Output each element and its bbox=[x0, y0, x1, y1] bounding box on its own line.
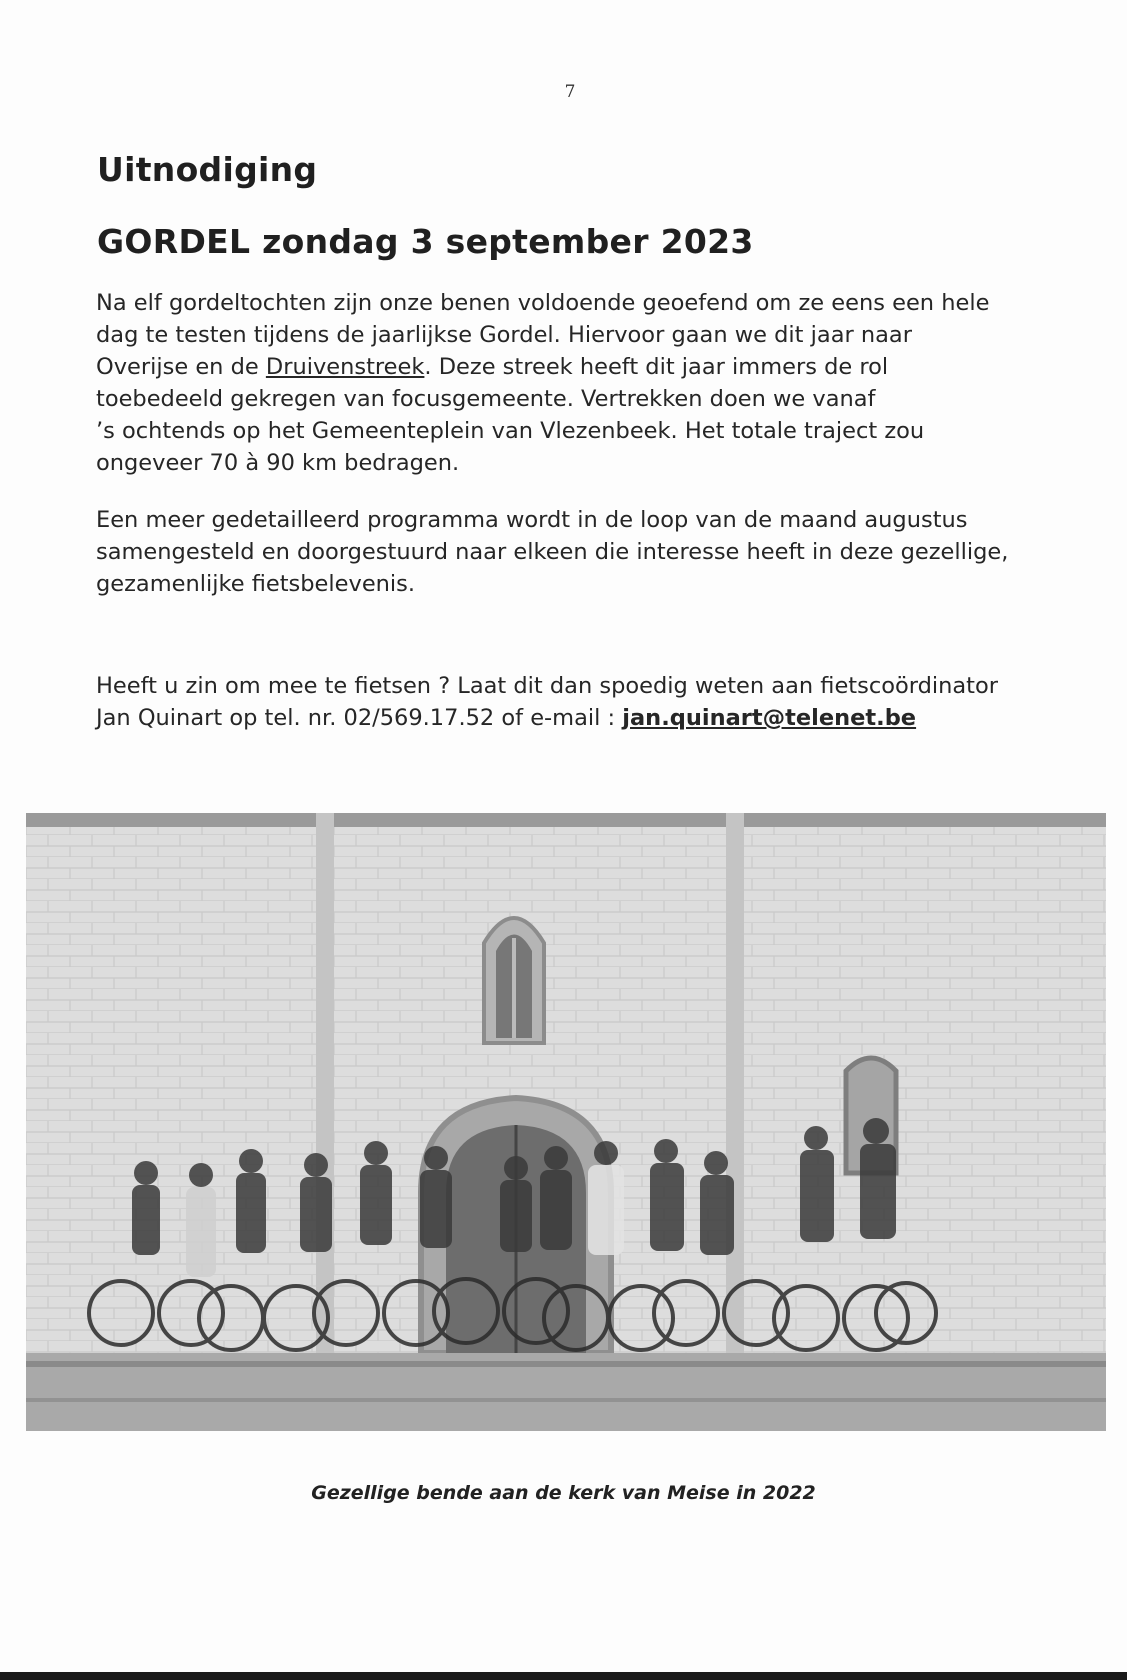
email-link[interactable]: jan.quinart@telenet.be bbox=[622, 705, 917, 731]
text-line bbox=[96, 702, 1056, 734]
text-line: ongeveer 70 à 90 km bedragen. bbox=[96, 450, 460, 476]
group-photo bbox=[26, 813, 1106, 1431]
druivenstreek-link[interactable]: Druivenstreek bbox=[265, 354, 425, 380]
event-title: GORDEL zondag 3 september 2023 bbox=[97, 222, 754, 261]
text-line: Heeft u zin om mee te fietsen ? Laat dit dan spoedig weten aan fietscoördinator bbox=[96, 673, 999, 699]
program-paragraph bbox=[96, 504, 1056, 600]
photo-caption: Gezellige bende aan de kerk van Meise in 2022 bbox=[311, 1482, 816, 1504]
page-title: Uitnodiging bbox=[97, 150, 318, 189]
scan-edge bbox=[0, 1672, 1127, 1680]
text-line: ’s ochtends op het Gemeenteplein van Vlezenbeek. Het totale traject zou bbox=[96, 418, 925, 444]
church-cyclists-illustration bbox=[26, 813, 1106, 1431]
text-line: samengesteld en doorgestuurd naar elkeen die interesse heeft in deze gezellige, bbox=[96, 539, 1009, 565]
text-line: gezamenlijke fietsbelevenis. bbox=[96, 571, 416, 597]
text-line: Na elf gordeltochten zijn onze benen voldoende geoefend om ze eens een hele bbox=[96, 290, 990, 316]
text-line bbox=[96, 351, 1056, 383]
intro-paragraph bbox=[96, 287, 1056, 479]
text-line: dag te testen tijdens de jaarlijkse Gordel. Hiervoor gaan we dit jaar naar bbox=[96, 322, 912, 348]
text-segment: . Deze streek heeft dit jaar immers de rol bbox=[424, 354, 889, 380]
text-segment: Jan Quinart op tel. nr. 02/569.17.52 of e-mail : bbox=[96, 705, 623, 731]
text-segment: Overijse en de bbox=[96, 354, 266, 380]
contact-paragraph bbox=[96, 670, 1056, 734]
page-number: 7 bbox=[564, 82, 576, 102]
text-line: Een meer gedetailleerd programma wordt in de loop van de maand augustus bbox=[96, 507, 968, 533]
text-line: toebedeeld gekregen van focusgemeente. Vertrekken doen we vanaf bbox=[96, 386, 876, 412]
